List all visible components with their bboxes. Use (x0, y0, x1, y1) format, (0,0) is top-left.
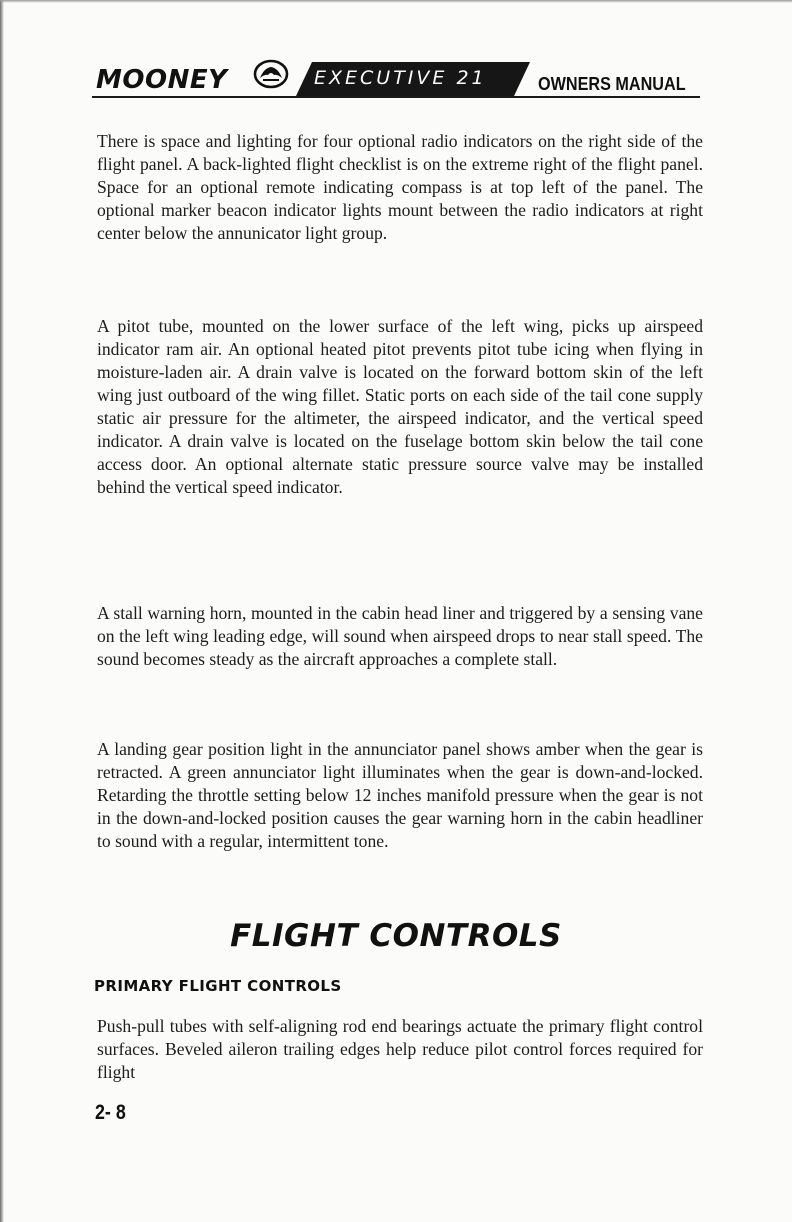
page-edge-shadow (0, 0, 4, 1222)
brand-name: MOONEY (96, 65, 228, 95)
paragraph-primary-flight-controls: Push-pull tubes with self-aligning rod end bearings actuate the primary flight control surfaces. Beveled aileron trailing edges help reduce pilot control forces required for flight (97, 1016, 703, 1082)
paragraph-landing-gear: A landing gear position light in the annunciator panel shows amber when the gear is retracted. A green annunciator light illuminates when the gear is down-and-locked. Retarding the throttle setting below 12 inches manifold pressure when the gear is not in the down-and-locked position causes the gear warning horn in the cabin headliner to sound with a regular, intermittent tone. (97, 739, 703, 851)
mooney-logo-icon (252, 58, 290, 90)
section-title: FLIGHT CONTROLS (230, 918, 562, 954)
subsection-title: PRIMARY FLIGHT CONTROLS (94, 977, 342, 995)
paragraph-radio-indicators: There is space and lighting for four optional radio indicators on the right side of the flight panel. A back-lighted flight checklist is on the extreme right of the flight panel. Space for an optional remote indicating compass is at top left of the panel. The optional marker beacon indicator lights mount between the radio indicators at right center below the annunicator light group. (97, 131, 703, 243)
page-number: 2- 8 (95, 1101, 126, 1124)
paragraph-stall-warning: A stall warning horn, mounted in the cabin head liner and triggered by a sensing vane on the left wing leading edge, will sound when airspeed drops to near stall speed. The sound becomes steady as the aircraft approaches a complete stall. (97, 603, 703, 669)
model-name: EXECUTIVE 21 (314, 67, 487, 89)
page-header (92, 56, 702, 104)
manual-title: OWNERS MANUAL (538, 74, 686, 94)
paragraph-pitot-static: A pitot tube, mounted on the lower surface of the left wing, picks up airspeed indicator ram air. An optional heated pitot prevents pitot tube icing when flying in moisture-laden air. A drain valve is located on the forward bottom skin of the left wing just outboard of the wing fillet. Static ports on each side of the tail cone supply static air pressure for the altimeter, the airspeed indicator, and the vertical speed indicator. A drain valve is located on the fuselage bottom skin below the tail cone access door. An optional alternate static pressure source valve may be installed behind the vertical speed indicator. (97, 316, 703, 497)
page-top-edge (0, 0, 792, 3)
header-rule (92, 96, 700, 98)
